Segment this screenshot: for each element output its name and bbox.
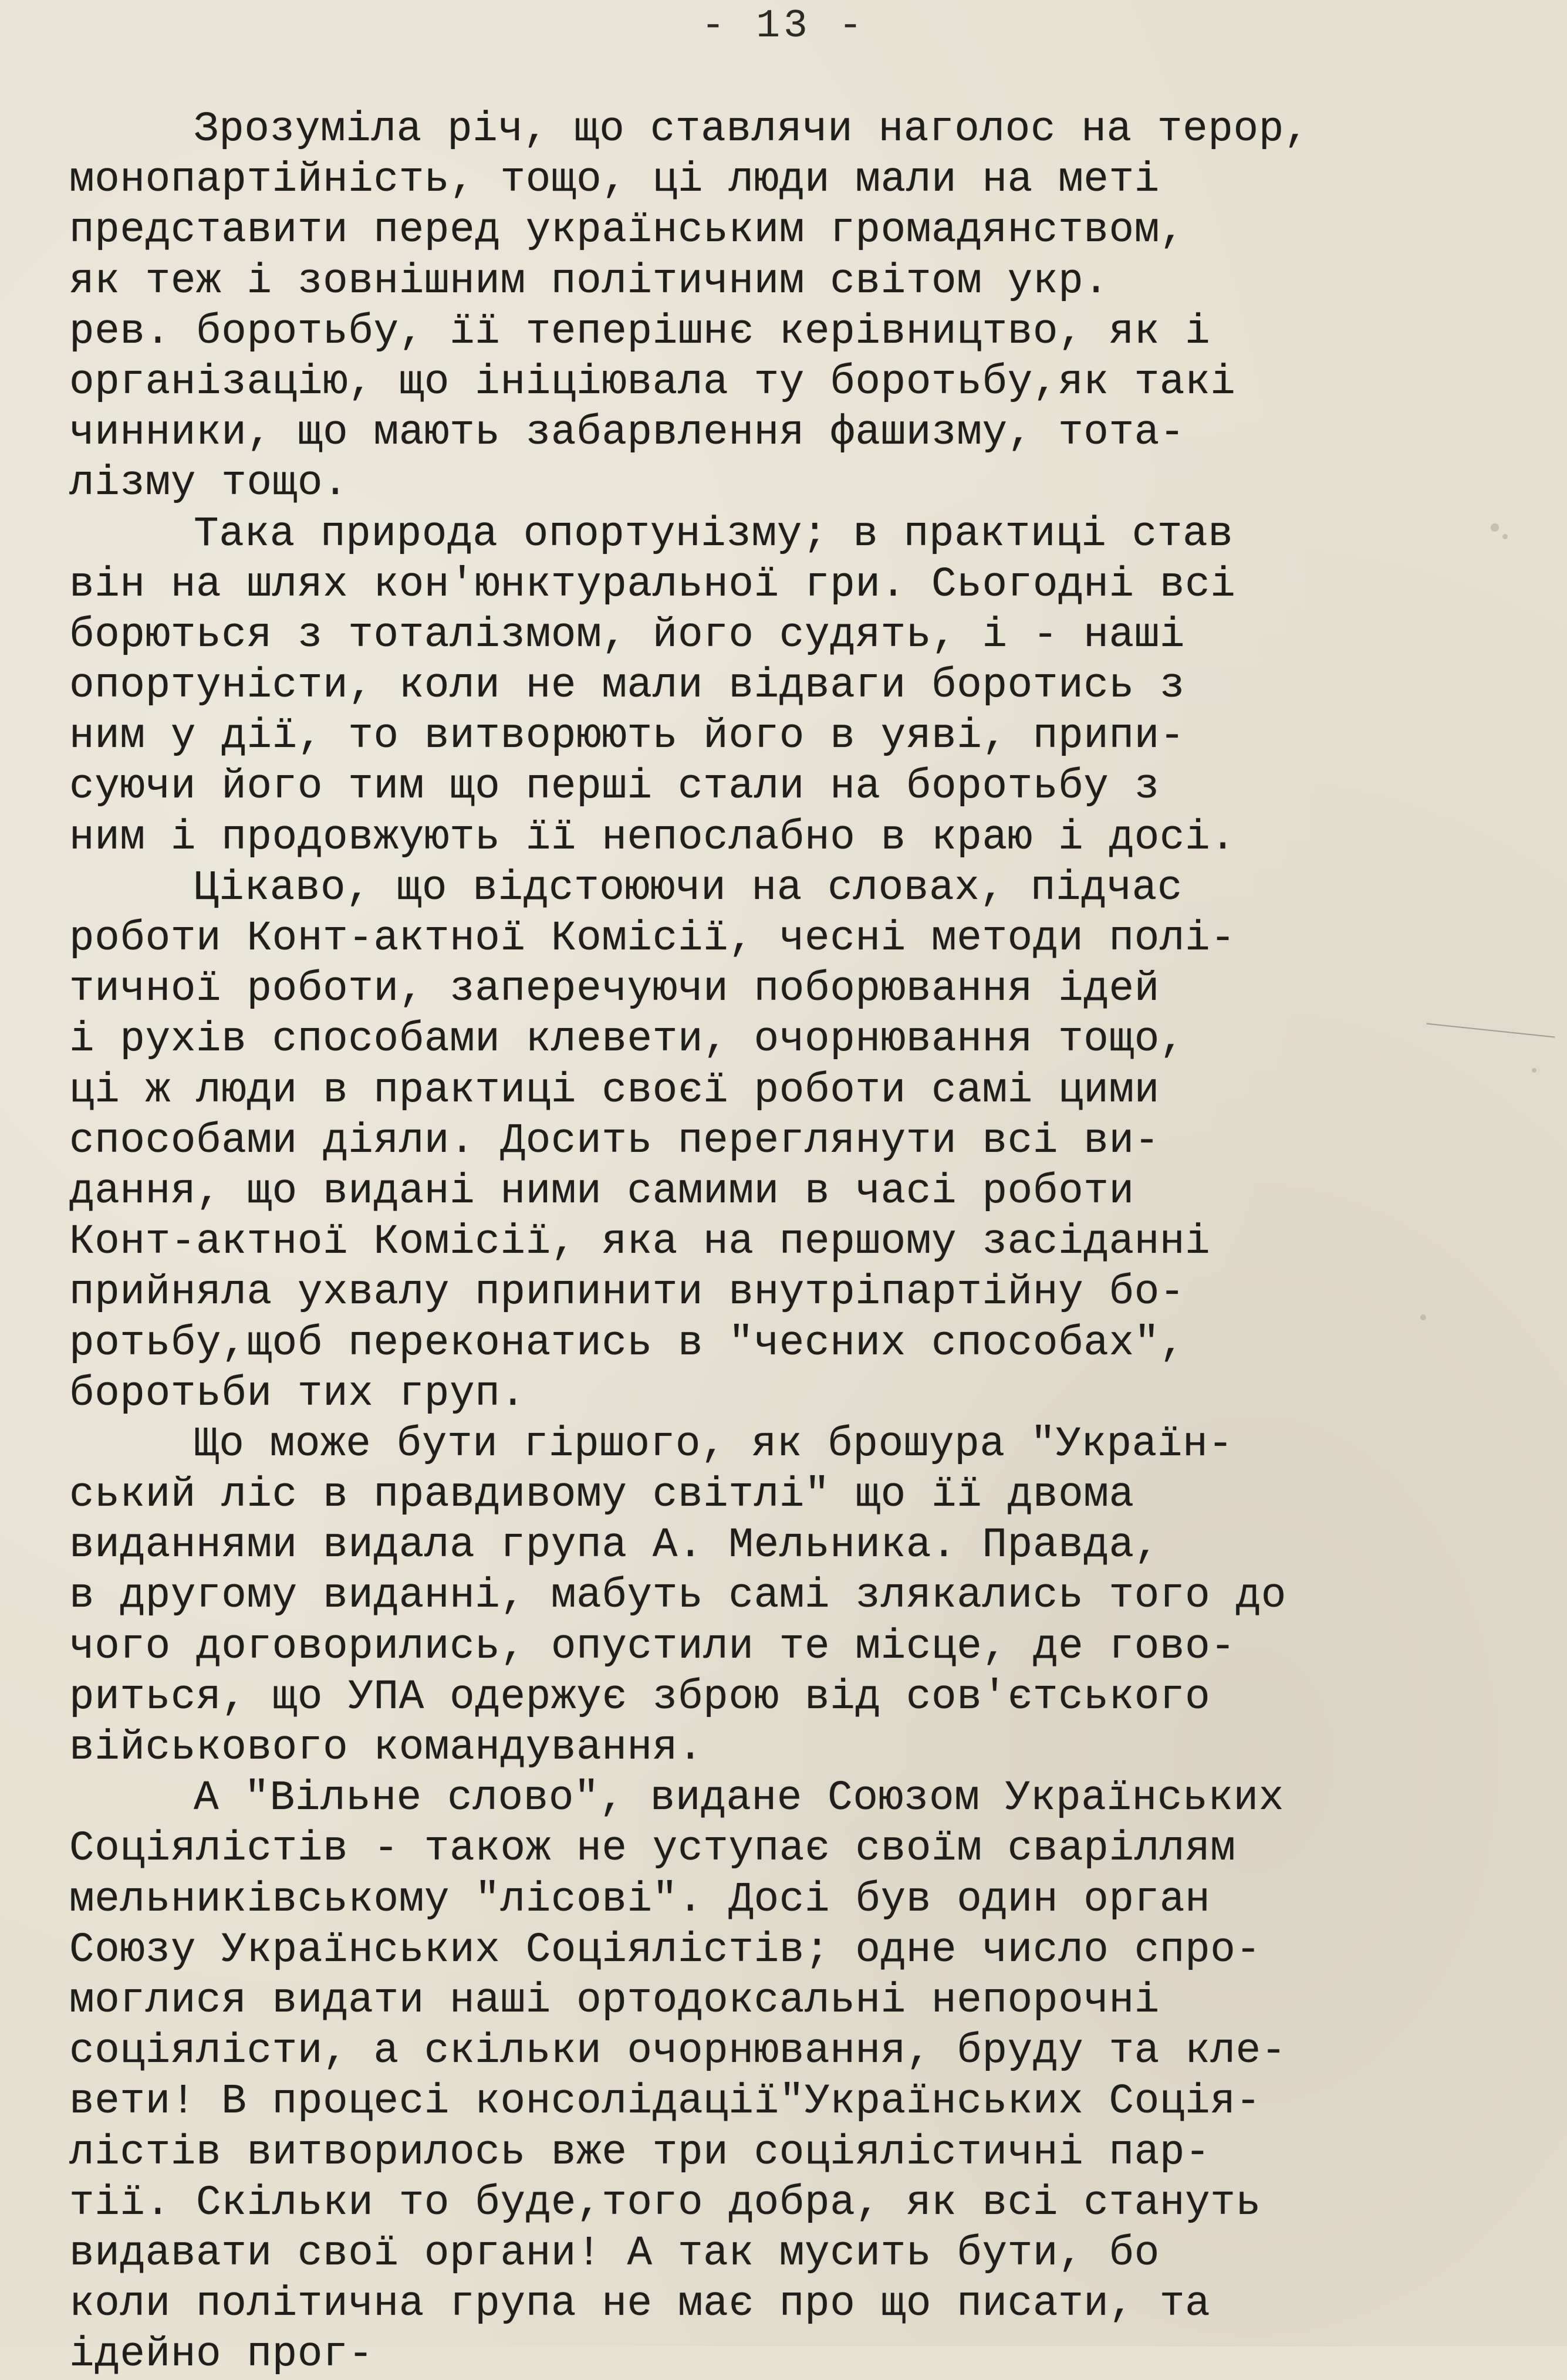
text-line: ротьбу,щоб переконатись в "чесних способах", xyxy=(69,1320,1186,1367)
text-line: виданнями видала група А. Мельника. Правда, xyxy=(69,1522,1160,1570)
text-line: в другому виданні, мабуть самі злякались того до xyxy=(69,1573,1286,1620)
text-line: представити перед українським громадянством, xyxy=(69,207,1186,255)
text-line: боротьби тих груп. xyxy=(69,1370,526,1418)
text-line: способами діяли. Досить переглянути всі ви- xyxy=(69,1117,1160,1165)
text-line: рев. боротьбу, її теперішнє керівництво, як і xyxy=(69,308,1211,356)
paragraph-1 xyxy=(69,104,1525,509)
text-line: моглися видати наші ортодоксальні непорочні xyxy=(69,1977,1160,2024)
text-line: військового командування. xyxy=(69,1725,704,1772)
text-line: ним і продовжують її непослабно в краю і досі. xyxy=(69,814,1236,861)
text-line: соціялісти, а скільки очорнювання, бруду та кле- xyxy=(69,2028,1286,2075)
text-line: Союзу Українських Соціялістів; одне число спро- xyxy=(69,1926,1261,1974)
text-line: мельниківському "лісові". Досі був один орган xyxy=(69,1876,1211,1923)
typewritten-body xyxy=(69,104,1525,2380)
text-line: лістів витворилось вже три соціялістичні пар- xyxy=(69,2129,1211,2176)
ink-speck xyxy=(1491,523,1499,532)
text-line: чинники, що мають забарвлення фашизму, тота- xyxy=(69,410,1186,457)
text-line: видавати свої органи! А так мусить бути, бо xyxy=(69,2230,1160,2277)
paragraph-4 xyxy=(69,1419,1525,1773)
text-line: дання, що видані ними самими в часі роботи xyxy=(69,1168,1134,1215)
text-line: і рухів способами клевети, очорнювання тощо, xyxy=(69,1016,1186,1064)
text-line: ці ж люди в практиці своєї роботи самі цими xyxy=(69,1067,1160,1114)
text-line: вети! В процесі консолідації"Українських Соція- xyxy=(69,2078,1261,2126)
paragraph-5 xyxy=(69,1773,1525,2380)
text-line: тії. Скільки то буде,того добра, як всі стануть xyxy=(69,2179,1261,2227)
text-line: Зрозуміла річ, що ставлячи наголос на терор, xyxy=(194,106,1310,153)
text-line: чого договорились, опустили те місце, де гово- xyxy=(69,1623,1236,1671)
text-line: організацію, що ініціювала ту боротьбу,як такі xyxy=(69,359,1236,406)
text-line: роботи Конт-актної Комісії, чесні методи полі- xyxy=(69,915,1236,962)
text-line: борються з тоталізмом, його судять, і - наші xyxy=(69,611,1186,659)
text-line: тичної роботи, заперечуючи поборювання ідей xyxy=(69,966,1160,1013)
text-line: він на шлях кон'юнктуральної гри. Сьогодні всі xyxy=(69,561,1236,608)
text-line: риться, що УПА одержує зброю від сов'єтського xyxy=(69,1674,1211,1721)
text-line: суючи його тим що перші стали на боротьбу з xyxy=(69,763,1160,811)
ink-speck xyxy=(1420,1314,1426,1320)
text-line: Що може бути гіршого, як брошура "Україн- xyxy=(194,1421,1234,1468)
text-line: Конт-актної Комісії, яка на першому засіданні xyxy=(69,1219,1211,1266)
text-line: Така природа опортунізму; в практиці став xyxy=(194,511,1234,558)
text-line: ський ліс в правдивому світлі" що її двома xyxy=(69,1472,1134,1519)
ink-speck xyxy=(1532,1068,1536,1073)
text-line: коли політична група не має про що писати, та xyxy=(69,2281,1211,2328)
text-line: Цікаво, що відстоюючи на словах, підчас xyxy=(194,864,1183,912)
text-line: ним у дії, то витворюють його в уяві, припи- xyxy=(69,713,1186,760)
text-line: як теж і зовнішним політичним світом укр. xyxy=(69,258,1109,305)
text-line: опортуністи, коли не мали відваги боротись з xyxy=(69,662,1186,710)
text-line: монопартійність, тощо, ці люди мали на меті xyxy=(69,157,1160,204)
paragraph-3 xyxy=(69,863,1525,1419)
text-line: прийняла ухвалу припинити внутріпартійну бо- xyxy=(69,1269,1186,1317)
text-line: ідейно прог- xyxy=(69,2331,374,2379)
ink-speck xyxy=(1502,534,1508,539)
text-line: А "Вільне слово", видане Союзом Українських xyxy=(194,1775,1284,1823)
paragraph-2 xyxy=(69,509,1525,863)
text-line: лізму тощо. xyxy=(69,460,349,508)
page-number: - 13 - xyxy=(701,4,866,49)
text-line: Соціялістів - також не уступає своїм сваріллям xyxy=(69,1825,1236,1873)
